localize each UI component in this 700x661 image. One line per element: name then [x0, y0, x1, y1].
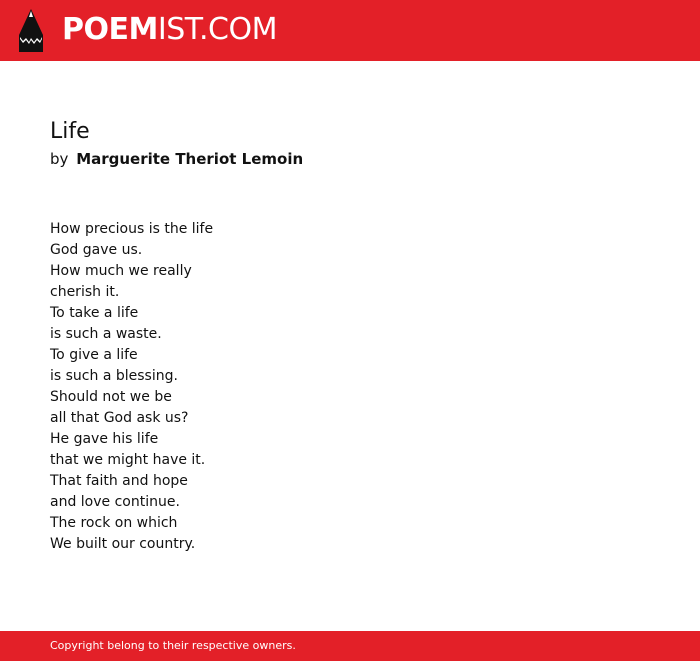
- poem-author: Marguerite Theriot Lemoin: [76, 150, 304, 168]
- poem-line: Should not we be: [50, 389, 172, 405]
- poem-line: is such a blessing.: [50, 368, 178, 384]
- poem-line: is such a waste.: [50, 326, 162, 342]
- poem-line: The rock on which: [50, 515, 178, 531]
- poem-line: that we might have it.: [50, 452, 206, 468]
- poem-line: God gave us.: [50, 242, 143, 258]
- poem-line: To give a life: [50, 347, 138, 363]
- poem-line: He gave his life: [50, 431, 159, 447]
- site-footer: [0, 631, 700, 661]
- poem-line: all that God ask us?: [50, 410, 189, 426]
- logo-light-text: IST.COM: [157, 12, 277, 47]
- poem-byline: [50, 149, 303, 169]
- copyright-text: Copyright belong to their respective owners.: [50, 639, 296, 652]
- site-logo[interactable]: [62, 13, 277, 47]
- poem-line: How precious is the life: [50, 221, 214, 237]
- site-header: [0, 0, 700, 61]
- poem-line: cherish it.: [50, 284, 120, 300]
- poem-title: Life: [50, 119, 90, 144]
- poem-line: That faith and hope: [50, 473, 188, 489]
- poem-line: To take a life: [50, 305, 139, 321]
- poem-line: and love continue.: [50, 494, 180, 510]
- poem-line: How much we really: [50, 263, 192, 279]
- pencil-tip-icon: [19, 9, 43, 52]
- poem-body: [50, 219, 650, 555]
- by-label: by: [50, 150, 69, 168]
- poem-line: We built our country.: [50, 536, 196, 552]
- logo-bold-text: POEM: [62, 12, 158, 47]
